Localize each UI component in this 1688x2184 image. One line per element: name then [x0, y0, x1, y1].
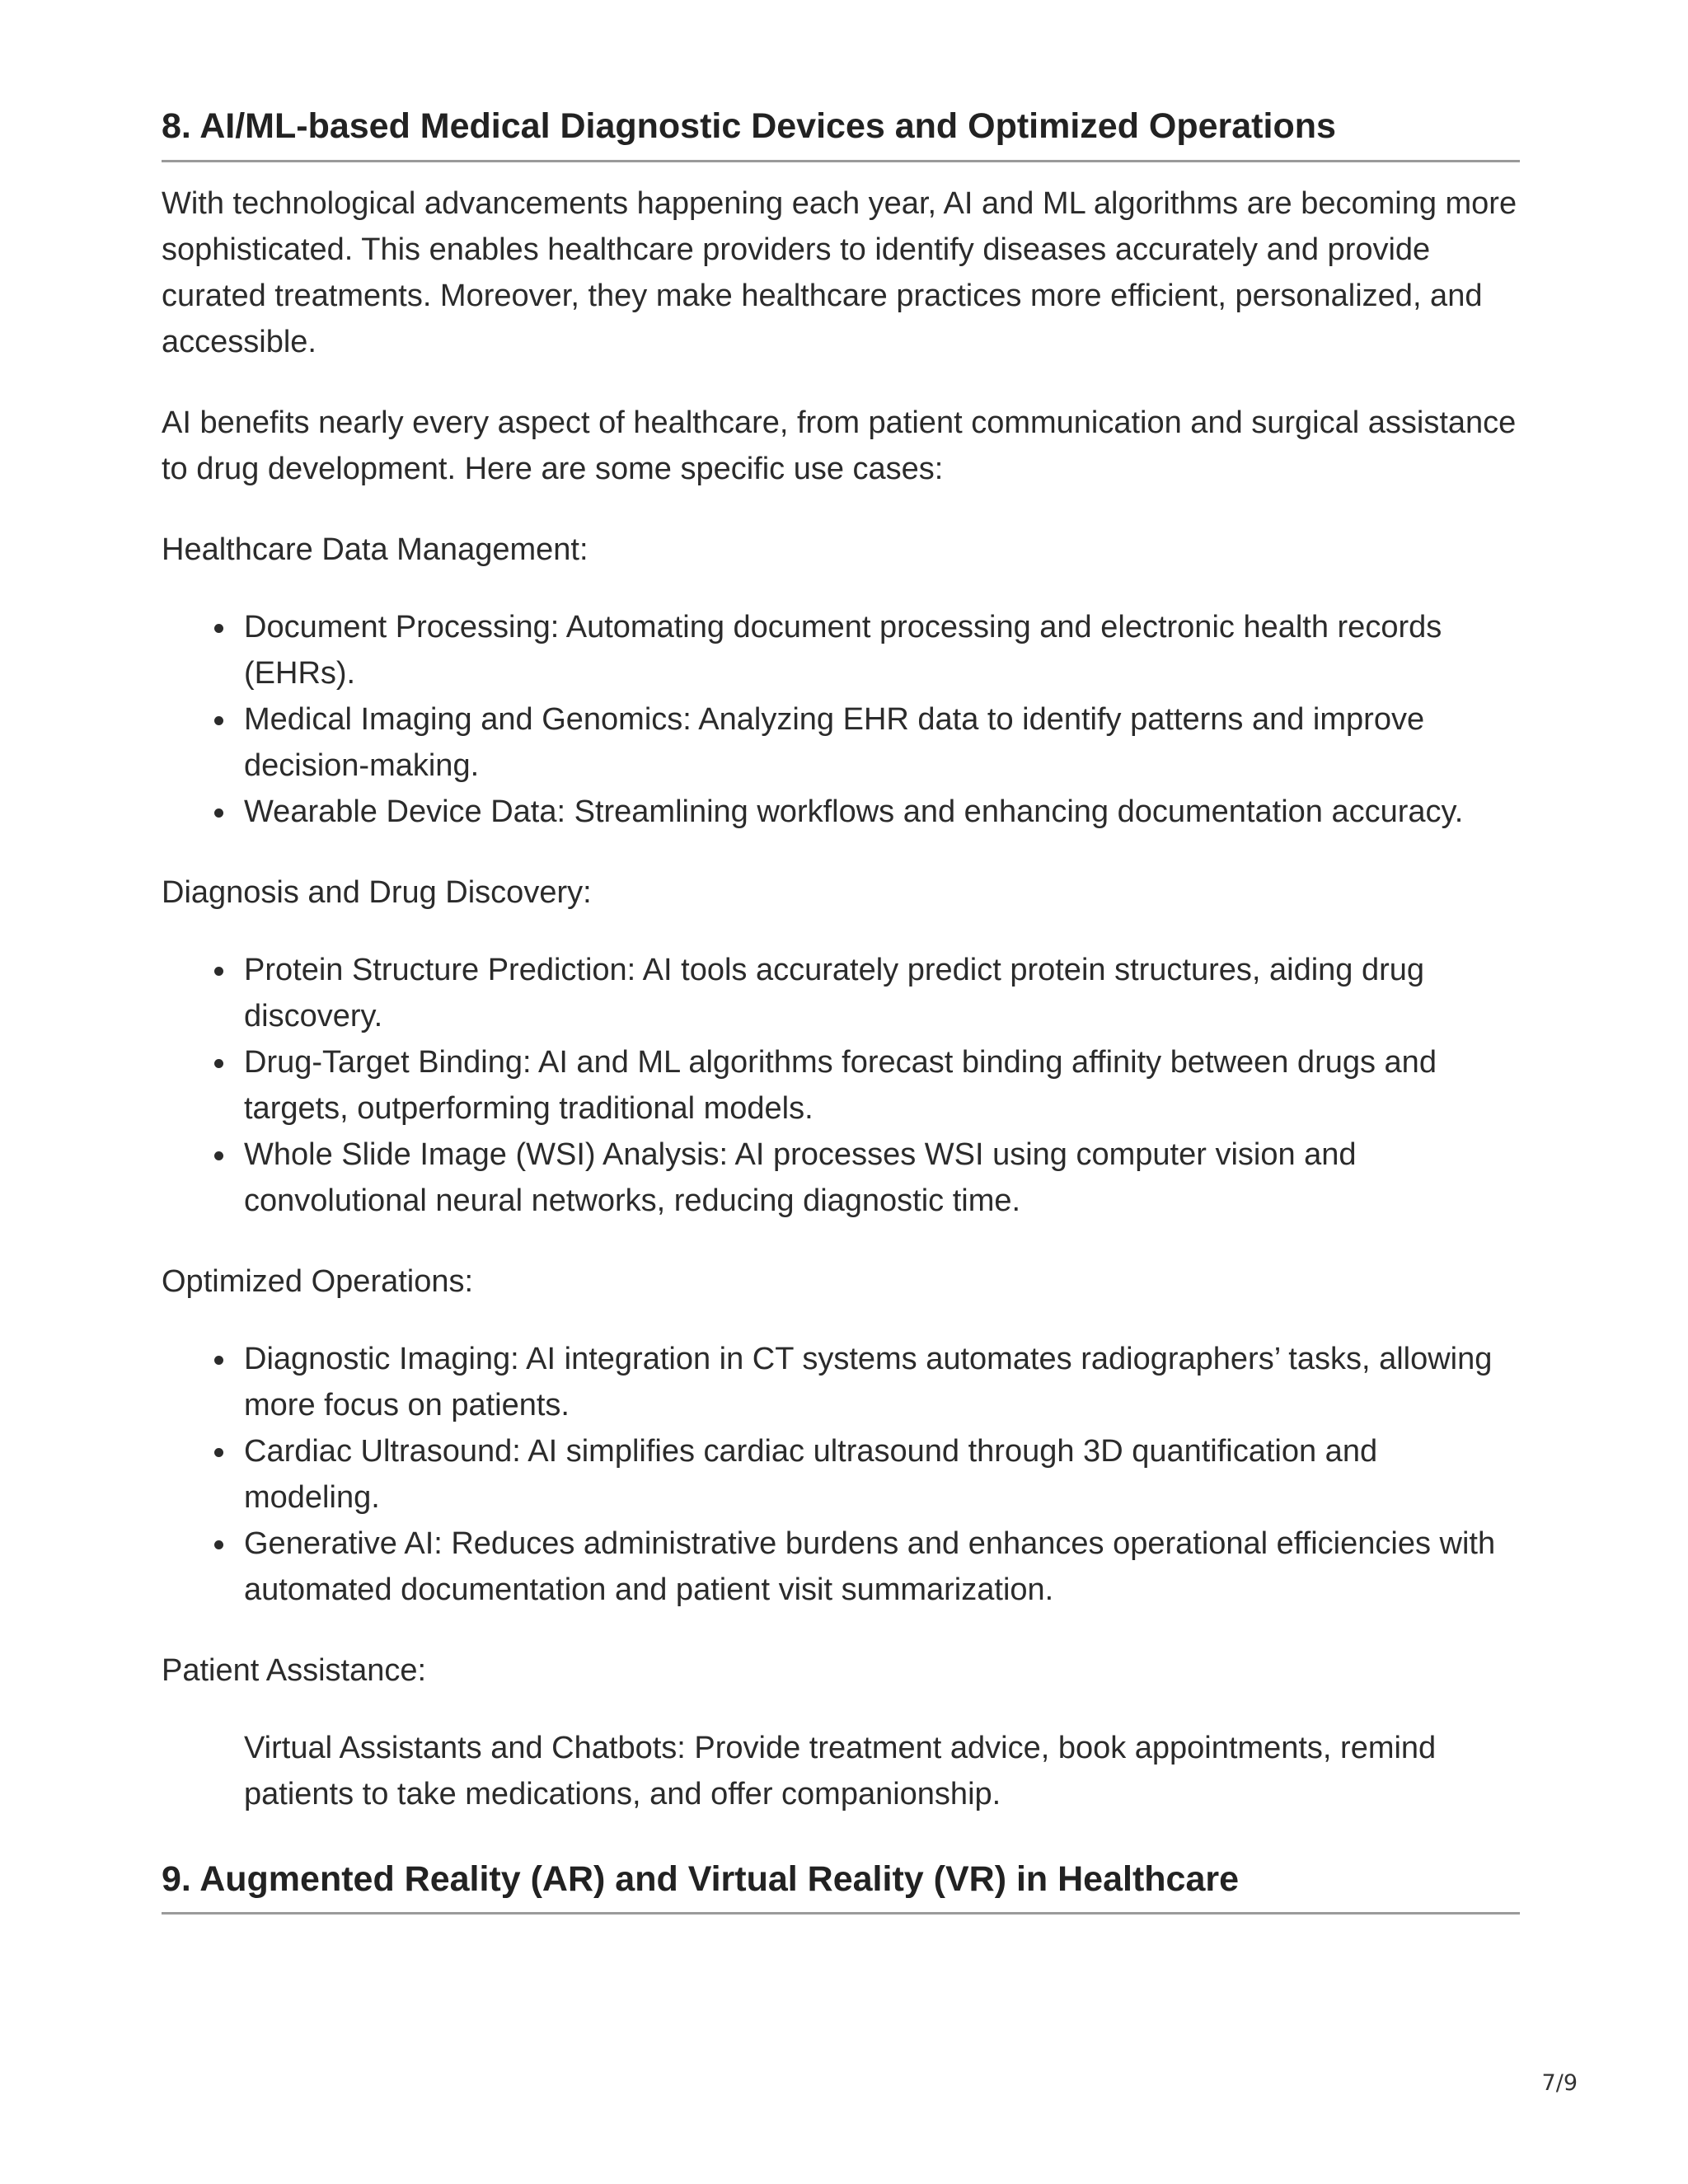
list-item: Wearable Device Data: Streamlining workflows and enhancing documentation accuracy.: [244, 789, 1520, 835]
bullet-list-operations: [162, 1336, 1520, 1613]
intro-paragraph-2: AI benefits nearly every aspect of healthcare, from patient communication and surgical assistance to drug development. Here are some specific use cases:: [162, 405, 1517, 486]
list-item: Diagnostic Imaging: AI integration in CT systems automates radiographers’ tasks, allowing more focus on patients.: [244, 1336, 1520, 1428]
list-item: Cardiac Ultrasound: AI simplifies cardiac ultrasound through 3D quantification and modeling.: [244, 1428, 1520, 1521]
page-number: 7/9: [1541, 2070, 1578, 2096]
intro-paragraph-1: With technological advancements happening each year, AI and ML algorithms are becoming more sophisticated. This enables healthcare providers to identify diseases accurately and provide curated treatments. Moreover, they make healthcare practices more efficient, personalized, and accessible.: [162, 185, 1517, 359]
category-label-diagnosis: Diagnosis and Drug Discovery:: [162, 874, 592, 910]
section-heading-ar-vr: 9. Augmented Reality (AR) and Virtual Reality (VR) in Healthcare: [162, 1858, 1520, 1915]
list-item: Whole Slide Image (WSI) Analysis: AI processes WSI using computer vision and convolutional neural networks, reducing diagnostic time.: [244, 1132, 1520, 1224]
bullet-list-diagnosis: [162, 947, 1520, 1224]
category-label-operations: Optimized Operations:: [162, 1263, 474, 1299]
list-item: Protein Structure Prediction: AI tools accurately predict protein structures, aiding drug discovery.: [244, 947, 1520, 1039]
patient-assistance-text: Virtual Assistants and Chatbots: Provide treatment advice, book appointments, remind patients to take medications, and offer companionship.: [244, 1730, 1437, 1811]
document-page: [162, 105, 1520, 1915]
section-heading-ai-ml: 8. AI/ML-based Medical Diagnostic Devices and Optimized Operations: [162, 105, 1520, 162]
list-item: Medical Imaging and Genomics: Analyzing EHR data to identify patterns and improve decision-making.: [244, 696, 1520, 789]
category-label-patient-assistance: Patient Assistance:: [162, 1652, 427, 1688]
bullet-list-data-management: [162, 604, 1520, 835]
list-item: Generative AI: Reduces administrative burdens and enhances operational efficiencies with automated documentation and patient visit summarization.: [244, 1521, 1520, 1613]
category-label-data-management: Healthcare Data Management:: [162, 532, 588, 567]
list-item: Drug-Target Binding: AI and ML algorithms forecast binding affinity between drugs and targets, outperforming traditional models.: [244, 1039, 1520, 1132]
list-item: Document Processing: Automating document processing and electronic health records (EHRs).: [244, 604, 1520, 696]
